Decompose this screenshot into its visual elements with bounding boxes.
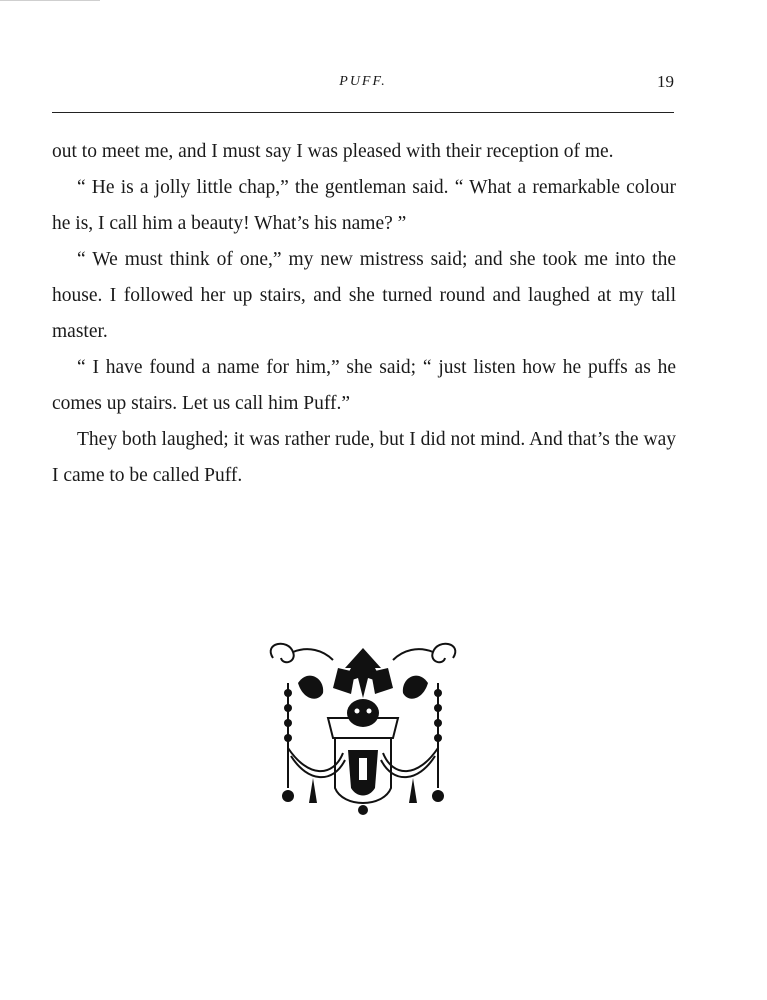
paragraph: out to meet me, and I must say I was pleased with their reception of me. xyxy=(52,141,614,162)
paragraph: “ He is a jolly little chap,” the gentleman said. “ What a remarkable colour he is, I call him a beauty! What’s his name? ” xyxy=(52,177,676,234)
paragraph: “ We must think of one,” my new mistress said; and she took me into the house. I followed her up stairs, and she turned round and laughed at my tall master. xyxy=(52,249,676,342)
paragraph: “ I have found a name for him,” she said; “ just listen how he puffs as he comes up stairs. Let us call him Puff.” xyxy=(52,357,676,414)
page-header xyxy=(52,70,674,96)
decorative-tailpiece-icon xyxy=(263,638,463,820)
header-rule xyxy=(52,112,674,113)
body-text xyxy=(52,134,676,494)
page-number: 19 xyxy=(657,72,674,91)
running-title: PUFF. xyxy=(339,74,387,89)
paragraph: They both laughed; it was rather rude, but I did not mind. And that’s the way I came to be called Puff. xyxy=(52,429,676,486)
page-edge-line xyxy=(0,0,100,1)
